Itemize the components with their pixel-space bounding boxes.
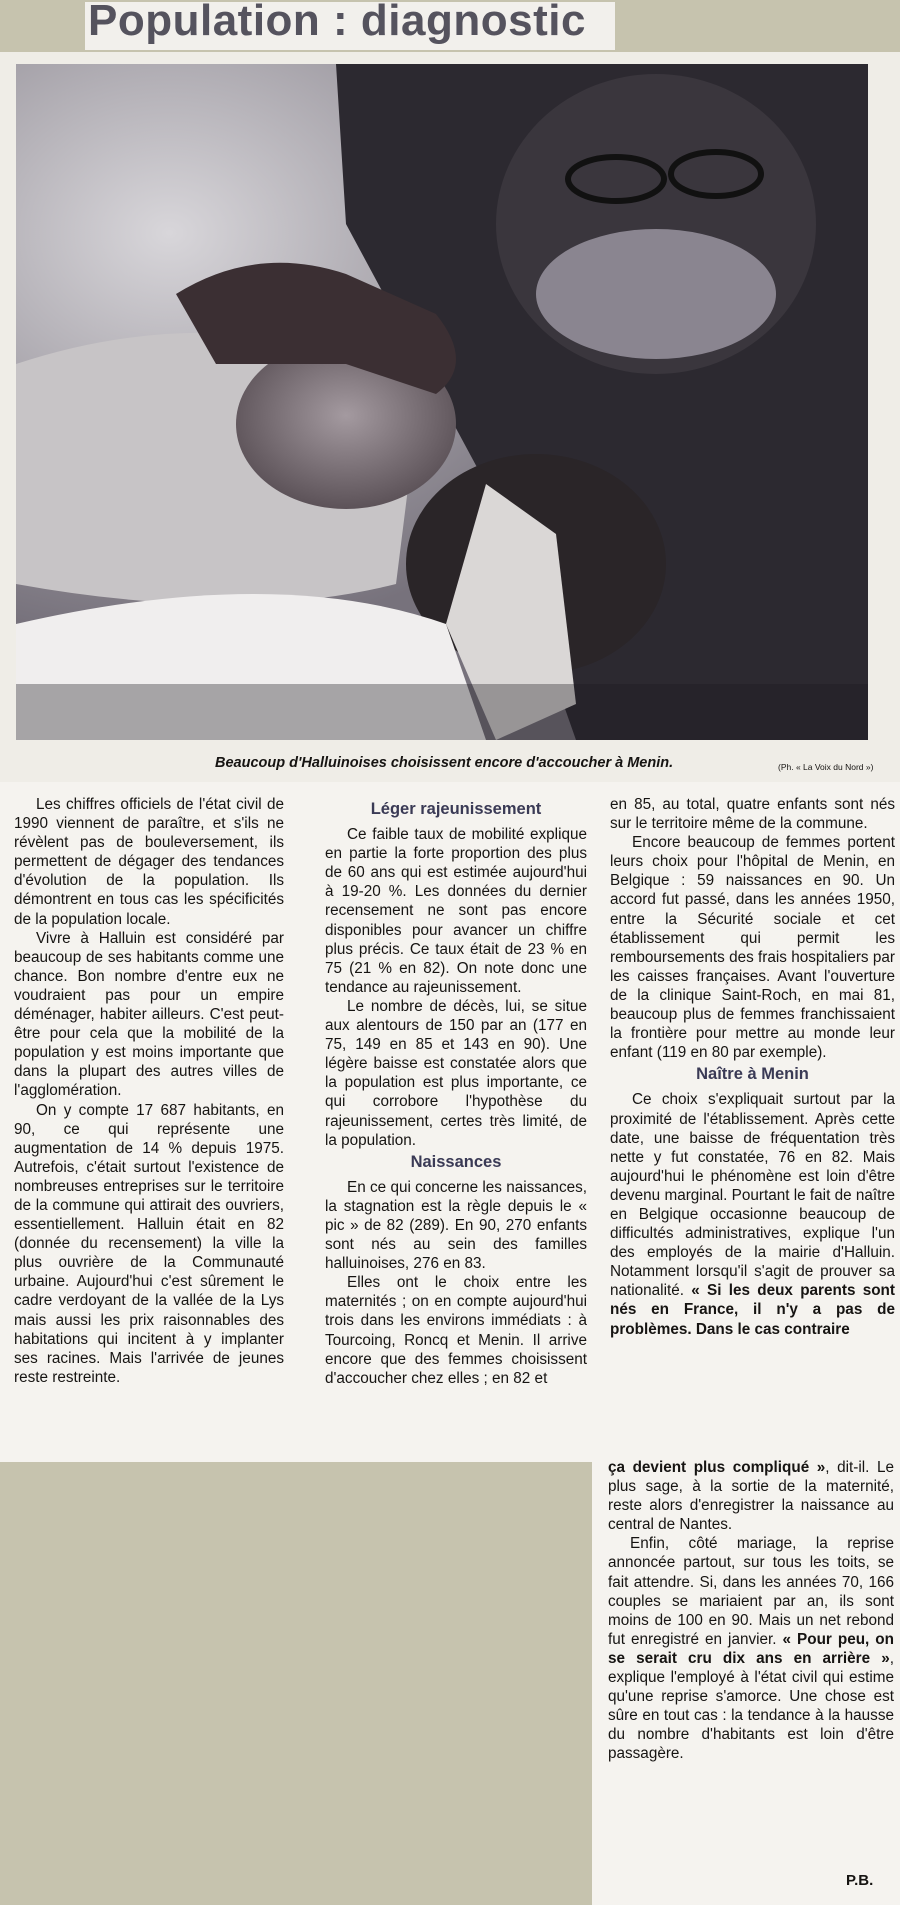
subheading-naissances: Naissances bbox=[410, 1152, 502, 1171]
paragraph-text: , dit-il. Le plus sage, à la sortie de la maternité, reste alors d'enregistrer la naissance au central de Nantes. bbox=[608, 1459, 894, 1534]
paragraph: Encore beaucoup de femmes portent leurs choix pour l'hôpital de Menin, en Belgique : 59 naissances en 90. Un accord fut passé, dans les années 1950, entre la Sécurité sociale et cet établissement qui permit les remboursements des frais hospitaliers par les caisses françaises. Avant l'ouverture de la clinique Saint-Roch, en mai 81, beaucoup plus de femmes franchissaient la frontière pour mettre au monde leur enfant (119 en 80 par exemple). bbox=[610, 834, 895, 1062]
paragraph: Elles ont le choix entre les maternités ; on en compte aujourd'hui trois dans les environs immédiats : à Tourcoing, Roncq et Menin. Il arrive encore que des femmes choisissent d'accoucher chez elles ; en 82 et bbox=[325, 1274, 587, 1387]
paragraph: Ce faible taux de mobilité explique en partie la forte proportion des plus de 60 ans qui est estimée aujourd'hui à 19-20 %. Les données du dernier recensement ne sont pas encore disponibles pour avancer un chiffre plus précis. Ce taux était de 23 % en 75 (21 % en 82). On note donc une tendance au rajeunissement. bbox=[325, 826, 587, 996]
paragraph bbox=[608, 1458, 894, 1534]
paragraph: Les chiffres officiels de l'état civil de 1990 viennent de paraître, et s'ils ne révèlent pas de bouleversement, ils permettent de dégager des tendances d'évolution de la population. Ils démontrent en tous cas les spécificités de la population locale. bbox=[14, 796, 284, 928]
paragraph: Le nombre de décès, lui, se situe aux alentours de 150 par an (177 en 75, 149 en 85 et 143 en 90). Une légère baisse est constatée alors que la population est plus importante, ce qui corrobore l'hypothèse du rajeunissement, certes très limité, de la population. bbox=[325, 997, 587, 1149]
subheading-naitre-a-menin: Naître à Menin bbox=[696, 1065, 809, 1084]
quote: ça devient plus compliqué » bbox=[608, 1459, 826, 1476]
paragraph: Vivre à Halluin est considéré par beaucoup de ses habitants comme une chance. Bon nombre d'entre eux ne voudraient pas pour un empire déménager, habiter ailleurs. C'est peut-être pour cela que la mobilité de la population y est moins importante que dans la plupart des autres villes de l'agglomération. bbox=[14, 929, 284, 1100]
paragraph: En ce qui concerne les naissances, la stagnation est la règle depuis le « pic » de 82 (289). En 90, 270 enfants sont nés au sein des familles halluinoises, 276 en 83. bbox=[325, 1178, 587, 1273]
headline: Population : diagnostic bbox=[88, 0, 586, 45]
author-signature: P.B. bbox=[846, 1872, 874, 1889]
article-column-3 bbox=[610, 795, 895, 1455]
photo-childbirth bbox=[16, 64, 868, 740]
paragraph-text: Enfin, côté mariage, la reprise annoncée partout, sur tous les toits, se fait attendre. Si, dans les années 70, 166 couples se mariaient par an, ils sont moins de 100 en 90. Mais un net rebond fut enregistré en janvier. bbox=[608, 1535, 894, 1648]
article-column-4 bbox=[608, 1458, 894, 1878]
article-column-1 bbox=[14, 795, 284, 1465]
paragraph-text: , explique l'employé à l'état civil qui estime qu'une reprise s'amorce. Une chose est sûre en tout cas : la tendance à la hausse du nombre d'habitants est loin d'être passagère. bbox=[608, 1649, 894, 1763]
quote: « Si les deux parents sont nés en France, il n'y a pas de problèmes. Dans le cas contraire bbox=[610, 1282, 895, 1338]
quote: « Pour peu, on se serait cru dix ans en arrière » bbox=[608, 1630, 894, 1667]
paragraph: en 85, au total, quatre enfants sont nés sur le territoire même de la commune. bbox=[610, 796, 895, 833]
paragraph: On y compte 17 687 habitants, en 90, ce qui représente une augmentation de 14 % depuis 1975. Autrefois, c'était surtout l'existence de nombreuses entreprises sur le territoire de la commune qui attirait des ouvriers, essentiellement. Halluin était en 82 (donnée du recensement) la ville la plus ouvrière de la Communauté urbaine. Aujourd'hui c'est sûrement le cadre verdoyant de la vallée de la Lys mais aussi les prix raisonnables des habitations qui incitent à y implanter ses racines. Mais l'arrivée de jeunes reste restreinte. bbox=[14, 1101, 284, 1386]
photo-credit: (Ph. « La Voix du Nord ») bbox=[778, 762, 874, 772]
paragraph-text: Ce choix s'expliquait surtout par la proximité de l'établissement. Après cette date, une baisse de fréquentation très nette y fut constatée, 76 en 82. Mais aujourd'hui le phénomène est loin d'être devenu marginal. Pourtant le fait de naître en Belgique occasionne beaucoup de difficultés administratives, explique l'un des employés de la mairie d'Halluin. Notamment lorsqu'il s'agit de prouver sa nationalité. bbox=[610, 1091, 895, 1300]
subheading-leger-rajeunissement: Léger rajeunissement bbox=[370, 800, 542, 818]
paragraph bbox=[608, 1534, 894, 1763]
photo-caption: Beaucoup d'Halluinoises choisissent encore d'accoucher à Menin. bbox=[215, 755, 674, 771]
paragraph bbox=[610, 1090, 895, 1338]
article-column-2 bbox=[325, 797, 587, 1457]
